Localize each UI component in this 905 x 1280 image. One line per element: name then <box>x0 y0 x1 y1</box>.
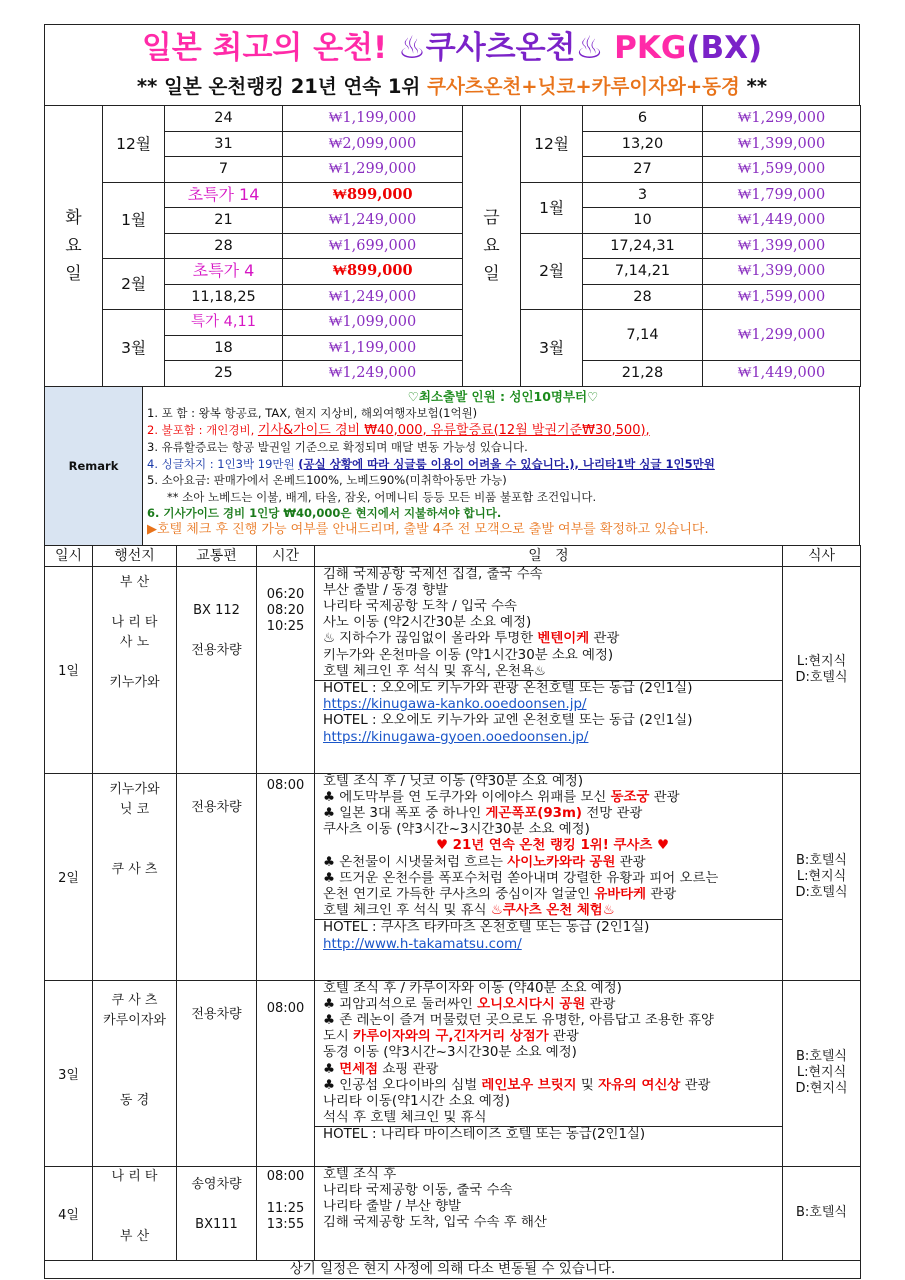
schedule-line <box>323 790 782 806</box>
schedule-row-day-3 <box>45 980 861 1166</box>
departure-date: 13,20 <box>583 131 703 157</box>
schedule-text: 관광 <box>585 996 616 1012</box>
schedule-line: 호텔 체크인 후 석식 및 휴식, 온천욕♨ <box>323 663 546 679</box>
schedule-line <box>323 997 782 1013</box>
day-number: 4일 <box>45 1166 93 1260</box>
schedule-text: 관광 <box>589 631 620 647</box>
schedule-line <box>323 1029 782 1045</box>
highlight-place: 면세점 <box>339 1061 379 1077</box>
time: 08:00 11:25 13:55 <box>257 1166 315 1260</box>
price-value: ₩1,699,000 <box>283 233 463 259</box>
schedule-line: 나리타 이동(약1시간 소요 예정) <box>323 1093 510 1109</box>
departure-date: 7,14 <box>583 310 703 361</box>
schedule-row-day-2 <box>45 773 861 980</box>
schedule-header-row <box>45 545 861 566</box>
departure-date: 18 <box>165 335 283 361</box>
price-value: ₩1,399,000 <box>703 259 861 285</box>
col-header-destination: 행선지 <box>93 545 177 566</box>
price-table <box>44 105 861 387</box>
schedule-detail <box>315 566 783 773</box>
month-cell: 1월 <box>521 182 583 233</box>
price-row <box>45 208 861 234</box>
schedule-line <box>323 1062 782 1078</box>
departure-date: 10 <box>583 208 703 234</box>
month-cell: 3월 <box>521 310 583 387</box>
schedule-line: ♣ 존 레논이 즐겨 머물렀던 곳으로도 유명한, 아름답고 조용한 휴양 <box>323 1012 714 1028</box>
schedule-line: 사노 이동 (약2시간30분 소요 예정) <box>323 615 532 631</box>
col-header-time: 시간 <box>257 545 315 566</box>
price-value: ₩1,599,000 <box>703 157 861 183</box>
price-value: ₩1,199,000 <box>283 335 463 361</box>
price-value: ₩1,299,000 <box>703 106 861 132</box>
day-number: 2일 <box>45 773 93 980</box>
schedule-line: 김해 국제공항 국제선 집결, 출국 수속 <box>323 566 543 582</box>
day-number: 1일 <box>45 566 93 773</box>
hotel-link[interactable]: https://kinugawa-gyoen.ooedoonsen.jp/ <box>323 729 589 745</box>
schedule-line: 동경 이동 (약3시간~3시간30분 소요 예정) <box>323 1045 577 1061</box>
price-value: ₩1,449,000 <box>703 361 861 387</box>
col-header-day: 일시 <box>45 545 93 566</box>
departure-date: 초특가 4 <box>165 259 283 285</box>
hotel-name: HOTEL : 나리타 마이스테이즈 호텔 또는 동급(2인1실) <box>315 1126 782 1143</box>
meal: B:호텔식 L:현지식 D:호텔식 <box>783 773 861 980</box>
price-value: ₩1,199,000 <box>283 106 463 132</box>
meal: B:호텔식 L:현지식 D:현지식 <box>783 980 861 1166</box>
schedule-text: 도시 <box>323 1029 354 1045</box>
footer-note: 상기 일정은 현지 사정에 의해 다소 변동될 수 있습니다. <box>45 1260 861 1278</box>
schedule-detail <box>315 980 783 1166</box>
schedule-text: ♣ <box>323 1061 340 1077</box>
schedule-text: ♣ 온천물이 시냇물처럼 흐르는 <box>323 854 508 870</box>
month-cell: 3월 <box>103 310 165 387</box>
schedule-line: 호텔 조식 후 <box>323 1166 397 1182</box>
price-value: ₩2,099,000 <box>283 131 463 157</box>
hotel-name: HOTEL : 쿠사츠 타카마츠 온천호텔 또는 동급 (2인1실) <box>315 919 782 936</box>
schedule-text: ♣ 인공섬 오다이바의 심벌 <box>323 1077 482 1093</box>
transport: 전용차량 <box>177 980 257 1166</box>
schedule-line: 부산 출발 / 동경 향발 <box>323 582 449 598</box>
departure-date: 21,28 <box>583 361 703 387</box>
schedule-line <box>323 806 782 822</box>
price-value: ₩899,000 <box>283 259 463 285</box>
departure-date: 특가 4,11 <box>165 310 283 336</box>
transport: 송영차량 BX111 <box>177 1166 257 1260</box>
schedule-row-day-4 <box>45 1166 861 1260</box>
price-value: ₩1,799,000 <box>703 182 861 208</box>
price-value: ₩1,399,000 <box>703 131 861 157</box>
hotel-name: HOTEL : 오오에도 키누가와 관광 온천호텔 또는 동급 (2인1실) <box>315 680 782 697</box>
departure-date: 28 <box>165 233 283 259</box>
departure-date: 21 <box>165 208 283 234</box>
highlight-place: 오니오시다시 공원 <box>477 996 586 1012</box>
hotel-link[interactable]: http://www.h-takamatsu.com/ <box>323 936 522 952</box>
remark-section <box>44 386 860 546</box>
schedule-text: 쇼핑 관광 <box>378 1061 439 1077</box>
month-cell: 12월 <box>521 106 583 183</box>
tuesday-label: 화 요 일 <box>45 106 103 387</box>
time: 08:00 <box>257 773 315 980</box>
day-number: 3일 <box>45 980 93 1166</box>
price-value: ₩1,399,000 <box>703 233 861 259</box>
price-value: ₩1,299,000 <box>283 157 463 183</box>
meal: L:현지식 D:호텔식 <box>783 566 861 773</box>
departure-date: 28 <box>583 284 703 310</box>
month-cell: 1월 <box>103 182 165 259</box>
schedule-text: ♣ 일본 3대 폭포 중 하나인 <box>323 805 486 821</box>
schedule-line: 키누가와 온천마을 이동 (약1시간30분 소요 예정) <box>323 647 614 663</box>
highlight-place: 자유의 여신상 <box>598 1077 681 1093</box>
departure-date: 7,14,21 <box>583 259 703 285</box>
price-value: ₩1,599,000 <box>703 284 861 310</box>
hotel-link-row <box>323 937 782 953</box>
price-value: ₩1,299,000 <box>703 310 861 361</box>
schedule-text: 전망 관광 <box>582 805 643 821</box>
hotel-name: HOTEL : 오오에도 키누가와 교엔 온천호텔 또는 동급 (2인1실) <box>323 713 693 729</box>
departure-date: 17,24,31 <box>583 233 703 259</box>
time: 08:00 <box>257 980 315 1166</box>
schedule-line: 호텔 조식 후 / 카루이자와 이동 (약40분 소요 예정) <box>323 980 622 996</box>
schedule-line: 쿠사츠 이동 (약3시간~3시간30분 소요 예정) <box>323 822 590 838</box>
schedule-text: 온천 연기로 가득한 쿠사츠의 중심이자 얼굴인 <box>323 886 595 902</box>
departure-date: 11,18,25 <box>165 284 283 310</box>
highlight-place: 동조궁 <box>610 789 650 805</box>
hotel-link-row <box>323 697 782 713</box>
price-value: ₩1,249,000 <box>283 208 463 234</box>
month-cell: 12월 <box>103 106 165 183</box>
schedule-line: ♥ 21년 연속 온천 랭킹 1위! 쿠사츠 ♥ <box>436 838 669 854</box>
highlight-place: 벤텐이케 <box>537 631 590 647</box>
schedule-text: ♣ 괴암괴석으로 둘러싸인 <box>323 996 478 1012</box>
schedule-line: ♣ 뜨거운 온천수를 폭포수처럼 쏟아내며 강렬한 유황과 피어 오르는 <box>323 870 719 886</box>
schedule-text: ♨ 지하수가 끊임없이 올라와 투명한 <box>323 631 538 647</box>
subtitle: ** 일본 온천랭킹 21년 연속 1위 쿠사츠온천+닛코+카루이자와+동경 ** <box>136 75 768 98</box>
highlight-place: 게곤폭포(93m) <box>485 805 583 821</box>
departure-date: 31 <box>165 131 283 157</box>
price-value: ₩1,099,000 <box>283 310 463 336</box>
meal: B:호텔식 <box>783 1166 861 1260</box>
schedule-text: 관광 <box>680 1077 711 1093</box>
schedule-text: 호텔 체크인 후 석식 및 휴식 <box>323 903 491 919</box>
schedule-line <box>323 855 782 871</box>
header <box>44 24 860 106</box>
friday-label: 금 요 일 <box>463 106 521 387</box>
price-row <box>45 259 861 285</box>
schedule-text: 관광 <box>649 789 680 805</box>
col-header-meal: 식사 <box>783 545 861 566</box>
schedule-detail <box>315 773 783 980</box>
price-value: ₩1,249,000 <box>283 361 463 387</box>
price-value: ₩899,000 <box>283 182 463 208</box>
price-row <box>45 310 861 336</box>
schedule-text: 관광 <box>646 886 677 902</box>
departure-date: 초특가 14 <box>165 182 283 208</box>
hotel-link-row <box>323 730 782 746</box>
schedule-line: 김해 국제공항 도착, 입국 수속 후 해산 <box>323 1215 547 1231</box>
transport: BX 112 전용차량 <box>177 566 257 773</box>
schedule-line <box>323 631 782 647</box>
price-row <box>45 284 861 310</box>
price-row <box>45 233 861 259</box>
time: 06:20 08:20 10:25 <box>257 566 315 773</box>
schedule-text: 관광 <box>615 854 646 870</box>
remark-body: ♡최소출발 인원 : 성인10명부터♡ 1. 포 함 : 왕복 항공료, TAX, 현지 지상비, 해외여행자보험(1억원) 2. 불포함 : 개인경비, 기사&가이드 경비 ₩40,000, 유류할증료(12월 발권기준₩30,500), 3. 유류할증료는 항공 발권일 기준으로 확정되며 매달 변동 가능성 있습니다. 4. 싱글차지 : 1인3박 19만원 (공실 상황에 따라 싱글룸 이용이 어려울 수 있습니다.), 나리타1박 싱글 1인5만원 5. 소아요금: 판매가에서 온베드100%, 노베드90%(미취학아동만 가능) ** 소아 노베드는 이불, 배게, 타올, 잠옷, 어메니티 등등 모든 비품 불포함 조건입니다. 6. 기사가이드 경비 1인당 ₩40,000은 현지에서 지불하셔야 합니다. ▶호텔 체크 후 진행 가능 여부를 안내드리며, 출발 4주 전 모객으로 출발 여부를 확정하고 있습니다. <box>143 386 860 545</box>
col-header-schedule: 일 정 <box>315 545 783 566</box>
price-row <box>45 106 861 132</box>
schedule-line: 나리타 국제공항 도착 / 입국 수속 <box>323 598 517 614</box>
destination: 키누가와 닛 코 쿠 사 츠 <box>93 773 177 980</box>
price-row <box>45 182 861 208</box>
destination: 쿠 사 츠 카루이자와 동 경 <box>93 980 177 1166</box>
departure-date: 27 <box>583 157 703 183</box>
schedule-text: ♣ 에도막부를 연 도쿠가와 이에야스 위패를 모신 <box>323 789 611 805</box>
schedule-row-day-1 <box>45 566 861 773</box>
departure-date: 3 <box>583 182 703 208</box>
destination: 부 산 나 리 타 사 노 키누가와 <box>93 566 177 773</box>
schedule-text: 및 <box>576 1077 599 1093</box>
schedule-line: 나리타 국제공항 이동, 출국 수속 <box>323 1182 513 1198</box>
schedule-detail <box>315 1166 783 1260</box>
month-cell: 2월 <box>521 233 583 310</box>
schedule-table <box>44 545 861 1279</box>
departure-date: 25 <box>165 361 283 387</box>
price-row <box>45 361 861 387</box>
schedule-line <box>323 1078 782 1094</box>
schedule-text: 관광 <box>548 1029 579 1045</box>
transport: 전용차량 <box>177 773 257 980</box>
col-header-transport: 교통편 <box>177 545 257 566</box>
highlight-place: 유바타케 <box>594 886 647 902</box>
schedule-line <box>323 887 782 903</box>
price-value: ₩1,249,000 <box>283 284 463 310</box>
price-row <box>45 131 861 157</box>
schedule-line: 나리타 출발 / 부산 향발 <box>323 1198 461 1214</box>
destination: 나 리 타 부 산 <box>93 1166 177 1260</box>
schedule-line: 호텔 조식 후 / 닛코 이동 (약30분 소요 예정) <box>323 773 584 789</box>
month-cell: 2월 <box>103 259 165 310</box>
schedule-line <box>323 903 782 919</box>
highlight-place: 카루이자와의 구,긴자거리 상점가 <box>353 1029 549 1045</box>
hotel-link[interactable]: https://kinugawa-kanko.ooedoonsen.jp/ <box>323 697 587 713</box>
page-title: 일본 최고의 온천! ♨쿠사츠온천♨ PKG(BX) <box>141 30 763 66</box>
highlight-place: 사이노카와라 공원 <box>507 854 616 870</box>
remark-label: Remark <box>45 386 143 545</box>
schedule-line: 석식 후 호텔 체크인 및 휴식 <box>323 1110 487 1126</box>
itinerary-sheet <box>44 24 860 1277</box>
departure-date: 6 <box>583 106 703 132</box>
highlight-place: ♨쿠사츠 온천 체험♨ <box>490 903 615 919</box>
highlight-place: 레인보우 브릿지 <box>481 1077 577 1093</box>
price-row <box>45 157 861 183</box>
departure-date: 7 <box>165 157 283 183</box>
departure-date: 24 <box>165 106 283 132</box>
price-value: ₩1,449,000 <box>703 208 861 234</box>
